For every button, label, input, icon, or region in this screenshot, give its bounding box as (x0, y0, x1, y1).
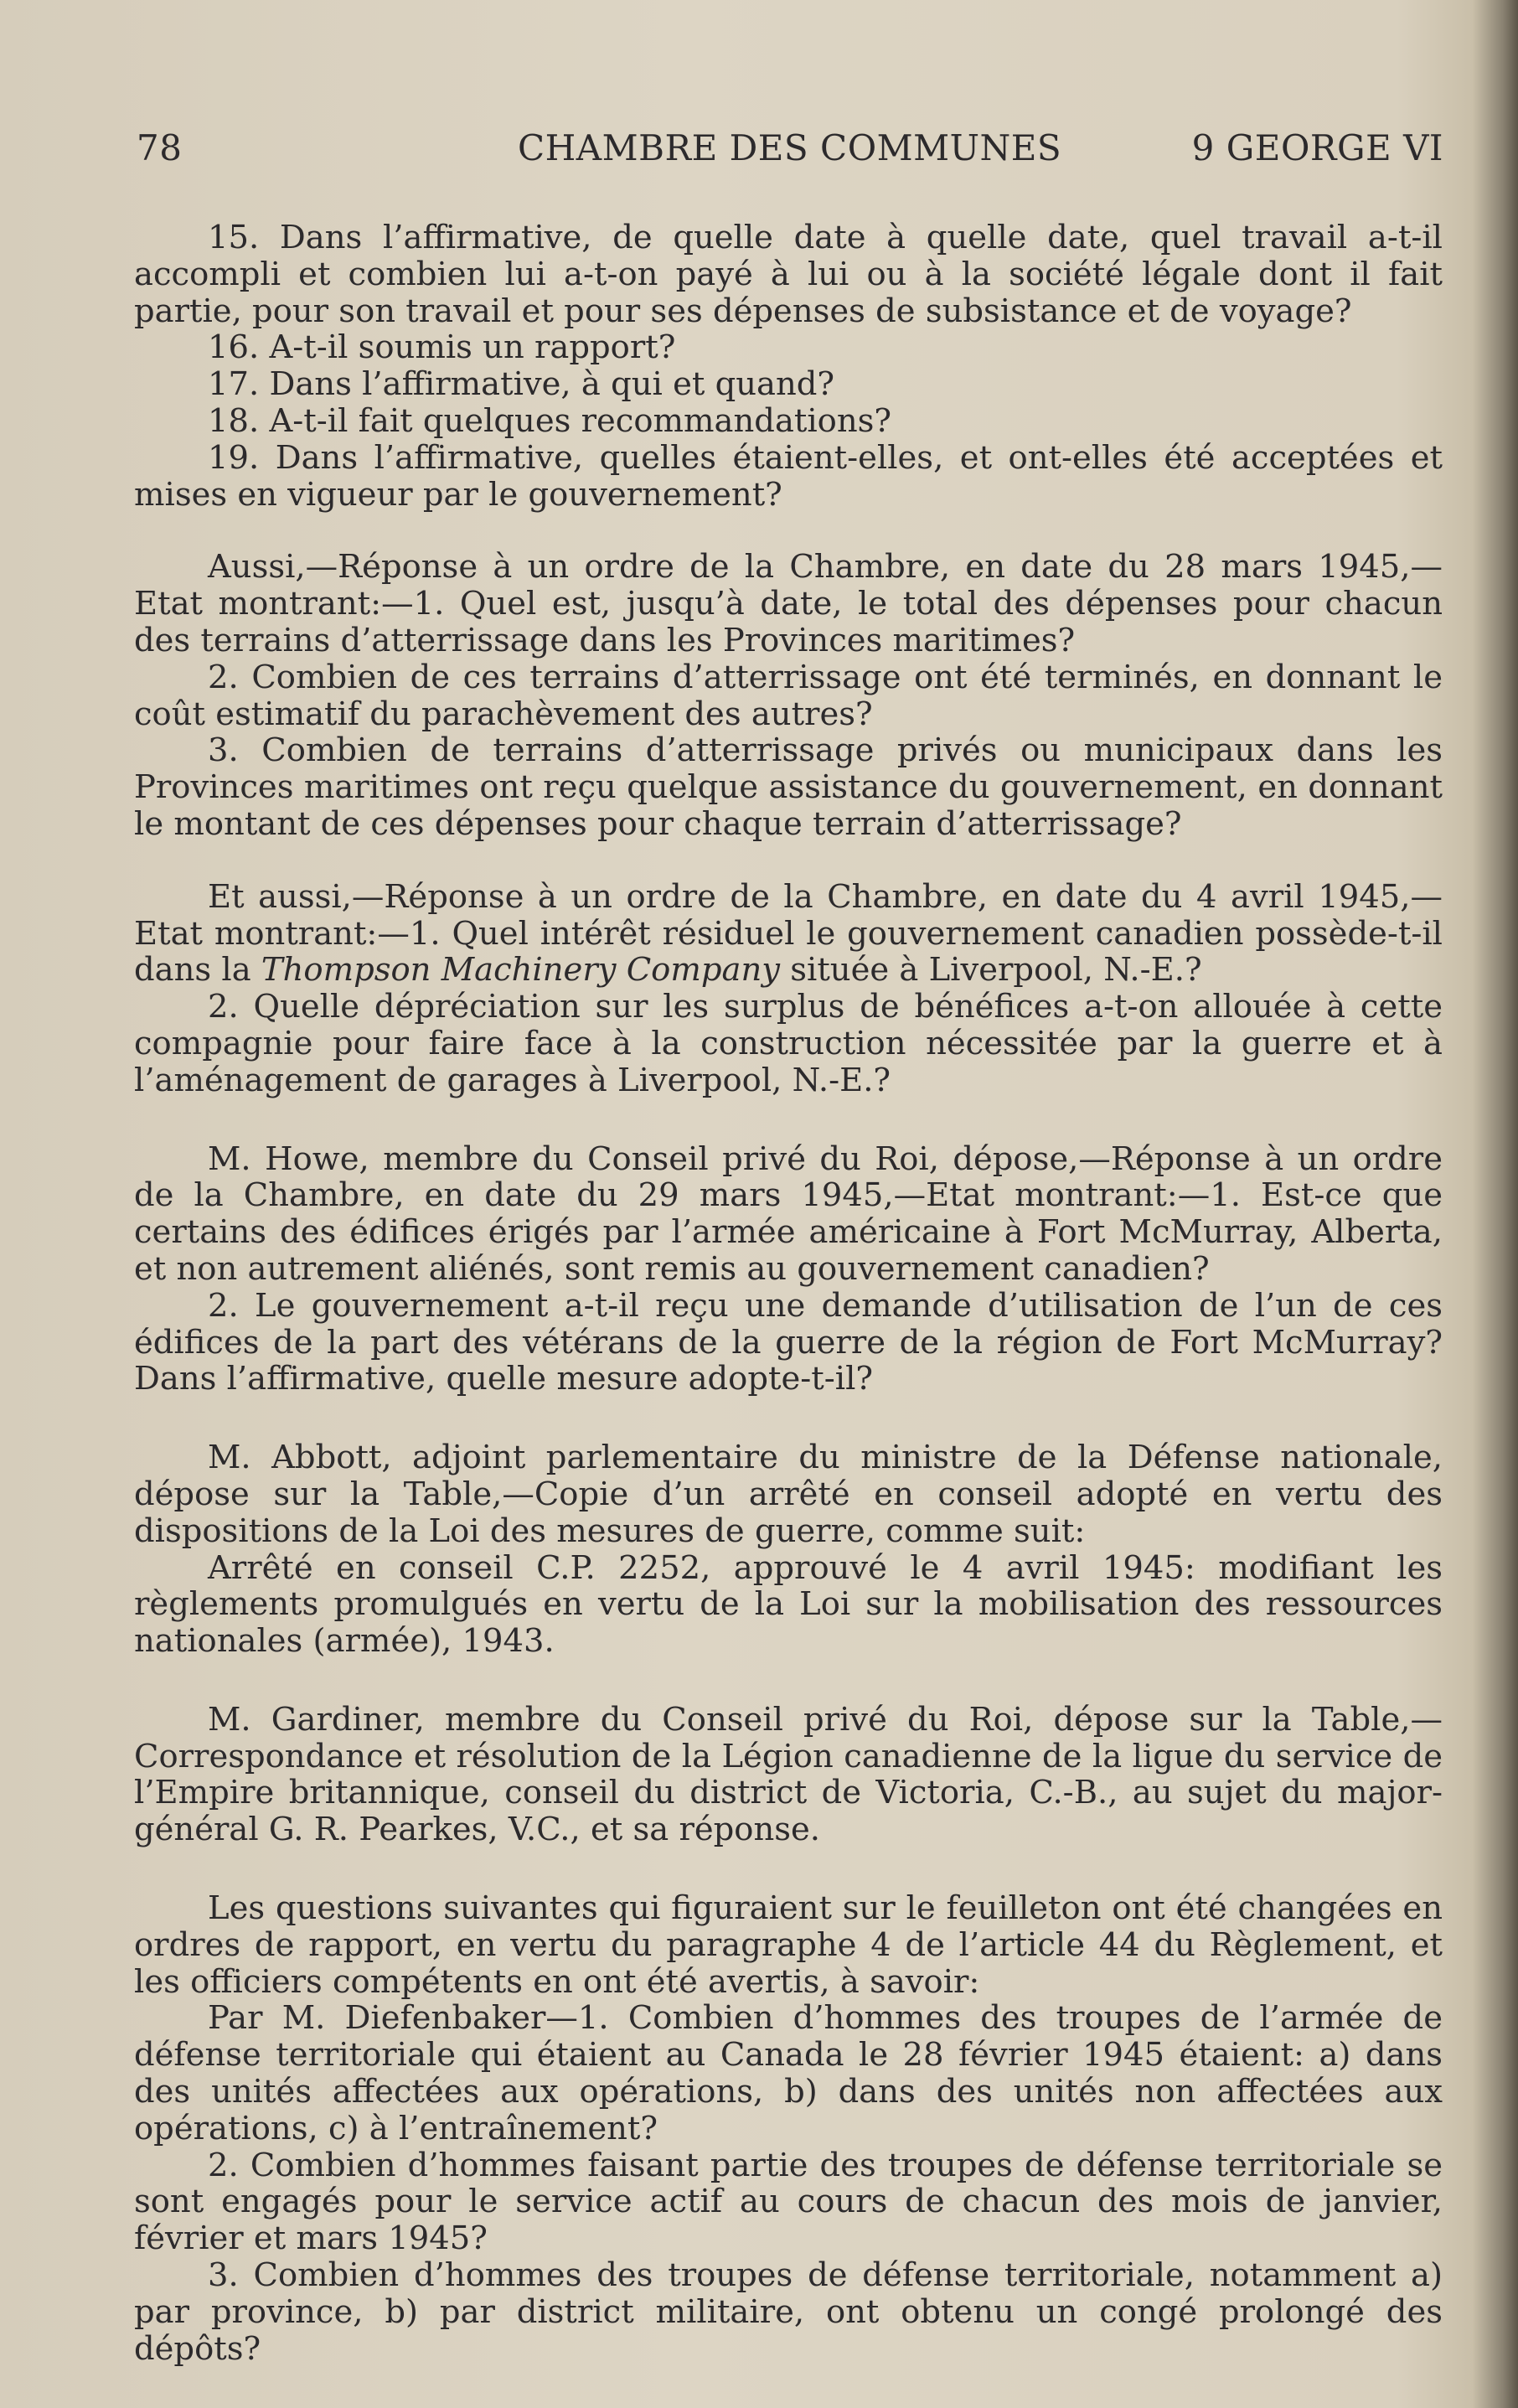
question-15: 15. Dans l’affirmative, de quelle date à quelle date, quel travail a-t-il accompli et combien lui a-t-on payé à lui ou à la société légale dont il fait partie, pour son travail et pour ses dépenses de subsistance et de voyage? (134, 219, 1443, 330)
diefenbaker-q2: 2. Combien d’hommes faisant partie des troupes de défense territoriale se sont engagés pour le service actif au cours de chacun des mois de janvier, février et mars 1945? (134, 2146, 1443, 2258)
return-airfields-q2: 2. Combien de ces terrains d’atterrissage ont été terminés, en donnant le coût estimatif du parachèvement des autres? (134, 658, 1443, 733)
question-16: 16. A-t-il soumis un rapport? (208, 328, 676, 367)
return-liverpool-intro (134, 879, 1443, 989)
questions-intro: Les questions suivantes qui figuraient sur le feuilleton ont été changées en ordres de rapport, en vertu du paragraphe 4 de l’article 44 du Règlement, et les officiers compétents en ont été avertis, à savoir: (134, 1889, 1443, 2001)
return-airfields-q3: 3. Combien de terrains d’atterrissage privés ou municipaux dans les Provinces maritimes ont reçu quelque assistance du gouvernement, en donnant le montant de ces dépenses pour chaque terrain d’atterrissage? (134, 731, 1443, 843)
question-19: 19. Dans l’affirmative, quelles étaient-elles, et ont-elles été acceptées et mises en vigueur par le gouvernement? (134, 438, 1443, 514)
howe-return-q2: 2. Le gouvernement a-t-il reçu une demande d’utilisation de l’un de ces édifices de la part des vétérans de la guerre de la région de Fort McMurray? Dans l’affirmative, quelle mesure adopte-t-il? (134, 1286, 1443, 1398)
return-liverpool-q2: 2. Quelle dépréciation sur les surplus de bénéfices a-t-on allouée à cette compagnie pour faire face à la construction nécessitée par la guerre et à l’aménagement de garages à Liverpool, N.-E.? (134, 988, 1443, 1099)
page-header (137, 127, 1443, 178)
question-17: 17. Dans l’affirmative, à qui et quand? (208, 365, 835, 404)
company-name: Thompson Machinery Company (261, 951, 781, 990)
diefenbaker-q1: Par M. Diefenbaker—1. Combien d’hommes des troupes de l’armée de défense territoriale qui étaient au Canada le 28 février 1945 étaient: a) dans des unités affectées aux opérations, b) dans des unités non affectées aux opérations, c) à l’entraînement? (134, 1999, 1443, 2147)
return-liverpool-text-a: Et aussi,—Réponse à un ordre de la Chambre, en date du 4 avril 1945,—Etat montrant:—1. Quel intérêt résiduel le gouvernement canadien possède-t-il dans la (134, 877, 1443, 990)
return-airfields-intro: Aussi,—Réponse à un ordre de la Chambre, en date du 28 mars 1945,—Etat montrant:—1. Quel est, jusqu’à date, le total des dépenses pour chacun des terrains d’atterrissage dans les Provinces maritimes? (134, 548, 1443, 659)
return-liverpool-text-b: située à Liverpool, N.-E.? (790, 951, 1202, 990)
diefenbaker-q3: 3. Combien d’hommes des troupes de défense territoriale, notamment a) par province, b) par district militaire, ont obtenu un congé prolongé des dépôts? (134, 2256, 1443, 2368)
abbott-tabling: M. Abbott, adjoint parlementaire du ministre de la Défense nationale, dépose sur la Table,—Copie d’un arrêté en conseil adopté en vertu des dispositions de la Loi des mesures de guerre, comme suit: (134, 1439, 1443, 1550)
howe-return-intro: M. Howe, membre du Conseil privé du Roi, dépose,—Réponse à un ordre de la Chambre, en date du 29 mars 1945,—Etat montrant:—1. Est-ce que certains des édifices érigés par l’armée américaine à Fort McMurray, Alberta, et non autrement aliénés, sont remis au gouvernement canadien? (134, 1139, 1443, 1288)
page-number: 78 (137, 127, 183, 168)
page-body (134, 220, 1443, 2367)
order-in-council: Arrêté en conseil C.P. 2252, approuvé le 4 avril 1945: modifiant les règlements promulgués en vertu de la Loi sur la mobilisation des ressources nationales (armée), 1943. (134, 1548, 1443, 1661)
regnal-year: 9 GEORGE VI (1191, 127, 1443, 168)
gardiner-tabling: M. Gardiner, membre du Conseil privé du Roi, dépose sur la Table,—Correspondance et résolution de la Légion canadienne de la ligue du service de l’Empire britannique, conseil du district de Victoria, C.-B., au sujet du major-général G. R. Pearkes, V.C., et sa réponse. (134, 1700, 1443, 1849)
running-title: CHAMBRE DES COMMUNES (518, 127, 1062, 168)
question-18: 18. A-t-il fait quelques recommandations? (208, 401, 892, 440)
